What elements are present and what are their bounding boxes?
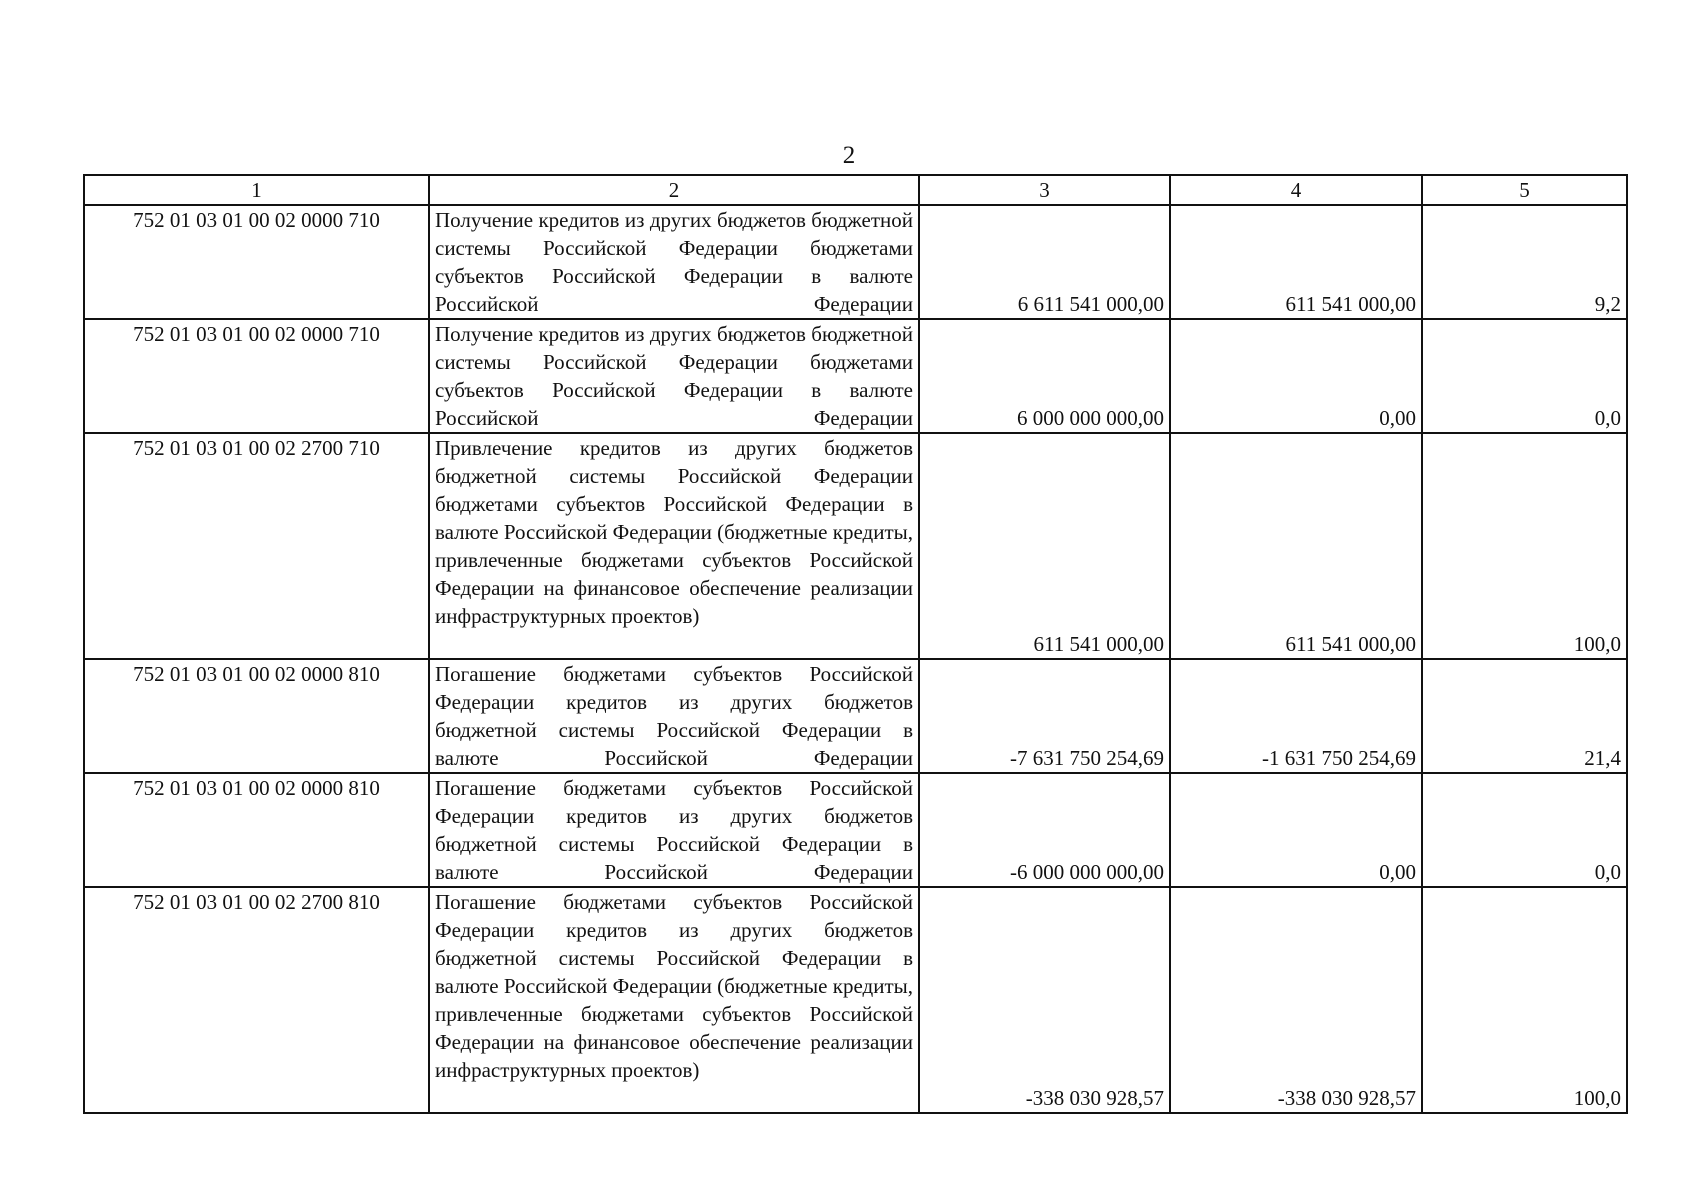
- column-header-5: 5: [1422, 175, 1627, 205]
- column-5-percent-cell: 21,4: [1422, 659, 1627, 773]
- table-row: [84, 773, 1627, 887]
- description-cell: Погашение бюджетами субъектов Российской Федерации кредитов из других бюджетов бюджетной системы Российской Федерации в валюте Российской Федерации: [429, 773, 919, 887]
- column-3-value-cell: 611 541 000,00: [919, 433, 1170, 659]
- page-number: 2: [842, 142, 856, 169]
- table-row: [84, 205, 1627, 319]
- column-4-value-cell: 611 541 000,00: [1170, 205, 1422, 319]
- column-3-value-cell: 6 611 541 000,00: [919, 205, 1170, 319]
- table-row: [84, 887, 1627, 1113]
- budget-code-cell: 752 01 03 01 00 02 2700 710: [84, 433, 429, 659]
- description-cell: Погашение бюджетами субъектов Российской Федерации кредитов из других бюджетов бюджетной системы Российской Федерации в валюте Российской Федерации (бюджетные кредиты, привлеченные бюджетами субъектов Российской Федерации на финансовое обеспечение реализации инфраструктурных проектов): [429, 887, 919, 1113]
- column-header-2: 2: [429, 175, 919, 205]
- column-4-value-cell: -338 030 928,57: [1170, 887, 1422, 1113]
- description-cell: Погашение бюджетами субъектов Российской Федерации кредитов из других бюджетов бюджетной системы Российской Федерации в валюте Российской Федерации: [429, 659, 919, 773]
- description-cell: Получение кредитов из других бюджетов бюджетной системы Российской Федерации бюджетами субъектов Российской Федерации в валюте Российской Федерации: [429, 205, 919, 319]
- column-4-value-cell: 611 541 000,00: [1170, 433, 1422, 659]
- column-header-1: 1: [84, 175, 429, 205]
- budget-sources-table: [83, 174, 1628, 1114]
- column-3-value-cell: 6 000 000 000,00: [919, 319, 1170, 433]
- budget-code-cell: 752 01 03 01 00 02 2700 810: [84, 887, 429, 1113]
- table-row: [84, 433, 1627, 659]
- column-5-percent-cell: 0,0: [1422, 773, 1627, 887]
- column-4-value-cell: 0,00: [1170, 319, 1422, 433]
- description-cell: Получение кредитов из других бюджетов бюджетной системы Российской Федерации бюджетами субъектов Российской Федерации в валюте Российской Федерации: [429, 319, 919, 433]
- column-3-value-cell: -6 000 000 000,00: [919, 773, 1170, 887]
- column-5-percent-cell: 100,0: [1422, 887, 1627, 1113]
- column-5-percent-cell: 100,0: [1422, 433, 1627, 659]
- table-row: [84, 319, 1627, 433]
- column-5-percent-cell: 0,0: [1422, 319, 1627, 433]
- column-4-value-cell: 0,00: [1170, 773, 1422, 887]
- column-header-4: 4: [1170, 175, 1422, 205]
- budget-code-cell: 752 01 03 01 00 02 0000 810: [84, 659, 429, 773]
- budget-code-cell: 752 01 03 01 00 02 0000 710: [84, 205, 429, 319]
- budget-code-cell: 752 01 03 01 00 02 0000 810: [84, 773, 429, 887]
- column-4-value-cell: -1 631 750 254,69: [1170, 659, 1422, 773]
- table-row: [84, 659, 1627, 773]
- budget-code-cell: 752 01 03 01 00 02 0000 710: [84, 319, 429, 433]
- column-3-value-cell: -7 631 750 254,69: [919, 659, 1170, 773]
- description-cell: Привлечение кредитов из других бюджетов бюджетной системы Российской Федерации бюджетами субъектов Российской Федерации в валюте Российской Федерации (бюджетные кредиты, привлеченные бюджетами субъектов Российской Федерации на финансовое обеспечение реализации инфраструктурных проектов): [429, 433, 919, 659]
- column-5-percent-cell: 9,2: [1422, 205, 1627, 319]
- table-header-row: [84, 175, 1627, 205]
- column-3-value-cell: -338 030 928,57: [919, 887, 1170, 1113]
- column-header-3: 3: [919, 175, 1170, 205]
